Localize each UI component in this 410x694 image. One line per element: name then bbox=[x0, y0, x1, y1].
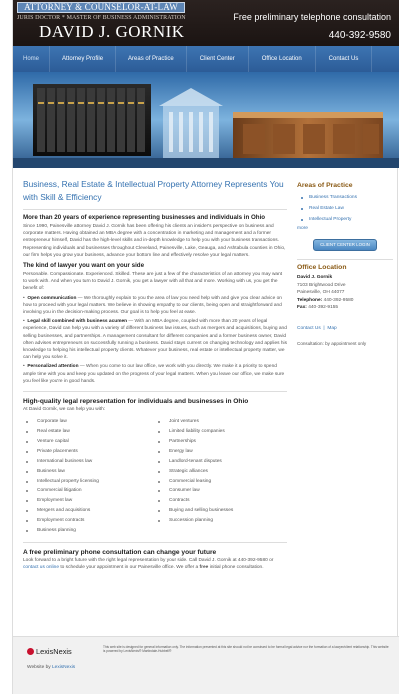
services-list-right bbox=[155, 417, 287, 536]
hero-banner-image bbox=[13, 72, 399, 168]
service-item: Succession planning bbox=[155, 516, 287, 526]
lexisnexis-credit-link[interactable]: LexisNexis bbox=[51, 665, 76, 670]
service-item: Intellectual property licensing bbox=[23, 477, 155, 487]
paragraph-experience: Since 1990, Painesville attorney David J. Gornik has been offering his clients an insider's perspective on business and corporate matters. Having obtained an MBA degree with a concentration in marketing and management and a former entrepreneur himself, David has the high-level skills and in-depth knowledge to help you with your business transactions. Representing individuals and businesses throughout Cleveland, Painesville, Lake, Geauga, and Ashtabula counties in Ohio, our firm helps you grow your business, advance your bottom line and effectively resolve your legal matters. bbox=[23, 224, 286, 258]
office-heading: Office Location bbox=[297, 264, 347, 271]
page-title: Business, Real Estate & Intellectual Property Attorney Represents You with Skill & Efficiency bbox=[23, 179, 284, 202]
nav-home[interactable]: Home bbox=[13, 46, 50, 72]
nav-areas-of-practice[interactable]: Areas of Practice bbox=[116, 46, 187, 72]
contact-us-online-link[interactable]: contact us online bbox=[23, 565, 60, 571]
services-intro: At David Gornik, we can help you with: bbox=[23, 407, 106, 413]
nav-client-center[interactable]: Client Center bbox=[187, 46, 249, 72]
logo-tagline[interactable]: ATTORNEY & COUNSELOR-AT-LAW bbox=[17, 2, 185, 13]
service-item: Joint ventures bbox=[155, 417, 287, 427]
paragraph-lawyer: Personable. Compassionate. Experienced. Skilled. These are just a few of the characteristics of an attorney you may want to work with. And when you turn to David J. Gornik, you get a lawyer with all that and more. Working with us, you get the benefit of: bbox=[23, 272, 283, 292]
nav-contact-us[interactable]: Contact Us bbox=[316, 46, 373, 72]
service-item: Contracts bbox=[155, 496, 287, 506]
law-office-illustration bbox=[13, 72, 399, 168]
service-item: International business law bbox=[23, 457, 155, 467]
lexisnexis-logo[interactable]: LexisNexis bbox=[27, 647, 72, 656]
section-heading-lawyer: The kind of lawyer you want on your side bbox=[23, 262, 145, 270]
header-phone[interactable]: 440-392-9580 bbox=[328, 30, 391, 41]
service-item: Employment contracts bbox=[23, 516, 155, 526]
service-item: Corporate law bbox=[23, 417, 155, 427]
paragraph-consultation: Look forward to a bright future with the right legal representation by your side. Call David J. Gornik at 440-392-9580 or contact us online to schedule your appointment in our Painesville office. We offer a free initial phone consultation. bbox=[23, 557, 274, 571]
section-heading-services: High-quality legal representation for individuals and businesses in Ohio bbox=[23, 398, 249, 406]
main-content bbox=[23, 178, 287, 571]
office-links: Contact Us | Map bbox=[297, 325, 337, 331]
nav-attorney-profile[interactable]: Attorney Profile bbox=[50, 46, 116, 72]
benefit-open-communication: • Open communication — We thoroughly explain to you the area of law you need help with and give you clear advice on how to proceed with your legal matters. We believe in showing empathy to our clients, being open and straightforward and involving you in the decision-making process. Our goal is to help you feel at ease. bbox=[23, 295, 282, 316]
page bbox=[12, 0, 398, 694]
sidebar bbox=[297, 182, 393, 346]
section-heading-experience: More than 20 years of experience representing businesses and individuals in Ohio bbox=[23, 214, 266, 221]
section-heading-consultation: A free preliminary phone consultation can change your future bbox=[23, 548, 217, 556]
office-fax: 440-392-9155 bbox=[308, 305, 339, 311]
logo-name[interactable]: DAVID J. GORNIK bbox=[39, 22, 185, 41]
area-business-transactions[interactable]: Business Transactions bbox=[297, 192, 393, 203]
legal-disclaimer: This web site is designed for general information only. The information presented at this site should not be construed to be formal legal advice nor the formation of a lawyer/client relationship. This website is powered by LexisNexis® Martindale-Hubbell® bbox=[103, 645, 389, 654]
service-item: Commercial leasing bbox=[155, 477, 287, 487]
more-link[interactable]: more bbox=[297, 226, 308, 231]
client-center-login-button[interactable]: CLIENT CENTER LOGIN bbox=[313, 239, 377, 251]
article-body bbox=[23, 214, 287, 385]
service-item: Partnerships bbox=[155, 437, 287, 447]
service-item: Commercial litigation bbox=[23, 486, 155, 496]
benefit-business-acumen: • Legal skill combined with business acumen — With an MBA degree, coupled with more than 20 years of legal experience, David can help you with a variety of different business law issues, such as mergers and acquisitions, buying and selling businesses, and partnerships. A management consultant for different companies and a former business owner, David often advises entrepreneurs on successfully running a business. David stays current on changing technology and applies his knowledge to helping his intellectual property clients. Whatever your business, real estate or intellectual property matter, we can help you solve it. bbox=[23, 319, 287, 361]
site-header bbox=[13, 0, 399, 46]
divider bbox=[297, 259, 393, 260]
logo-credentials: JURIS DOCTOR * MASTER OF BUSINESS ADMINISTRATION bbox=[17, 15, 186, 21]
service-item: Limited liability companies bbox=[155, 427, 287, 437]
service-item: Real estate law bbox=[23, 427, 155, 437]
service-item: Venture capital bbox=[23, 437, 155, 447]
areas-heading: Areas of Practice bbox=[297, 182, 353, 189]
consultation-section bbox=[23, 548, 287, 571]
area-real-estate-law[interactable]: Real Estate Law bbox=[297, 203, 393, 214]
service-item: Consumer law bbox=[155, 486, 287, 496]
divider bbox=[23, 391, 287, 392]
services-list-left bbox=[23, 417, 155, 536]
areas-list bbox=[297, 192, 393, 225]
benefit-personalized-attention: • Personalized attention — When you come to our law office, we work with you directly. We make it a priority to spend ample time with you and keep you updated on the progress of your legal matters. When you leave our office, we make sure you feel like you're in good hands. bbox=[23, 364, 285, 384]
service-item: Energy law bbox=[155, 447, 287, 457]
service-item: Business planning bbox=[23, 526, 155, 536]
divider bbox=[23, 542, 287, 543]
service-item: Strategic alliances bbox=[155, 467, 287, 477]
site-footer bbox=[13, 636, 399, 694]
services-list bbox=[23, 417, 287, 536]
office-telephone[interactable]: 440-392-9580 bbox=[323, 297, 354, 303]
divider bbox=[23, 209, 287, 210]
consultation-note: Consultation: by appointment only bbox=[297, 340, 367, 346]
area-intellectual-property[interactable]: Intellectual Property bbox=[297, 214, 393, 225]
main-nav bbox=[13, 46, 399, 72]
website-credit: Website by LexisNexis bbox=[27, 665, 76, 670]
service-item: Business law bbox=[23, 467, 155, 477]
service-item: Mergers and acquisitions bbox=[23, 506, 155, 516]
contact-us-link[interactable]: Contact Us bbox=[297, 325, 321, 331]
map-link[interactable]: Map bbox=[327, 325, 337, 331]
office-address: David J. Gornik 7103 Brightwood Drive Painesville, OH 44077 Telephone: 440-392-9580 Fax: 440-392-9155 bbox=[297, 275, 354, 311]
service-item: Landlord-tenant disputes bbox=[155, 457, 287, 467]
consultation-banner: Free preliminary telephone consultation bbox=[233, 12, 391, 22]
nav-office-location[interactable]: Office Location bbox=[249, 46, 316, 72]
service-item: Buying and selling businesses bbox=[155, 506, 287, 516]
lexisnexis-logo-icon bbox=[27, 648, 34, 655]
service-item: Employment law bbox=[23, 496, 155, 506]
service-item: Private placements bbox=[23, 447, 155, 457]
